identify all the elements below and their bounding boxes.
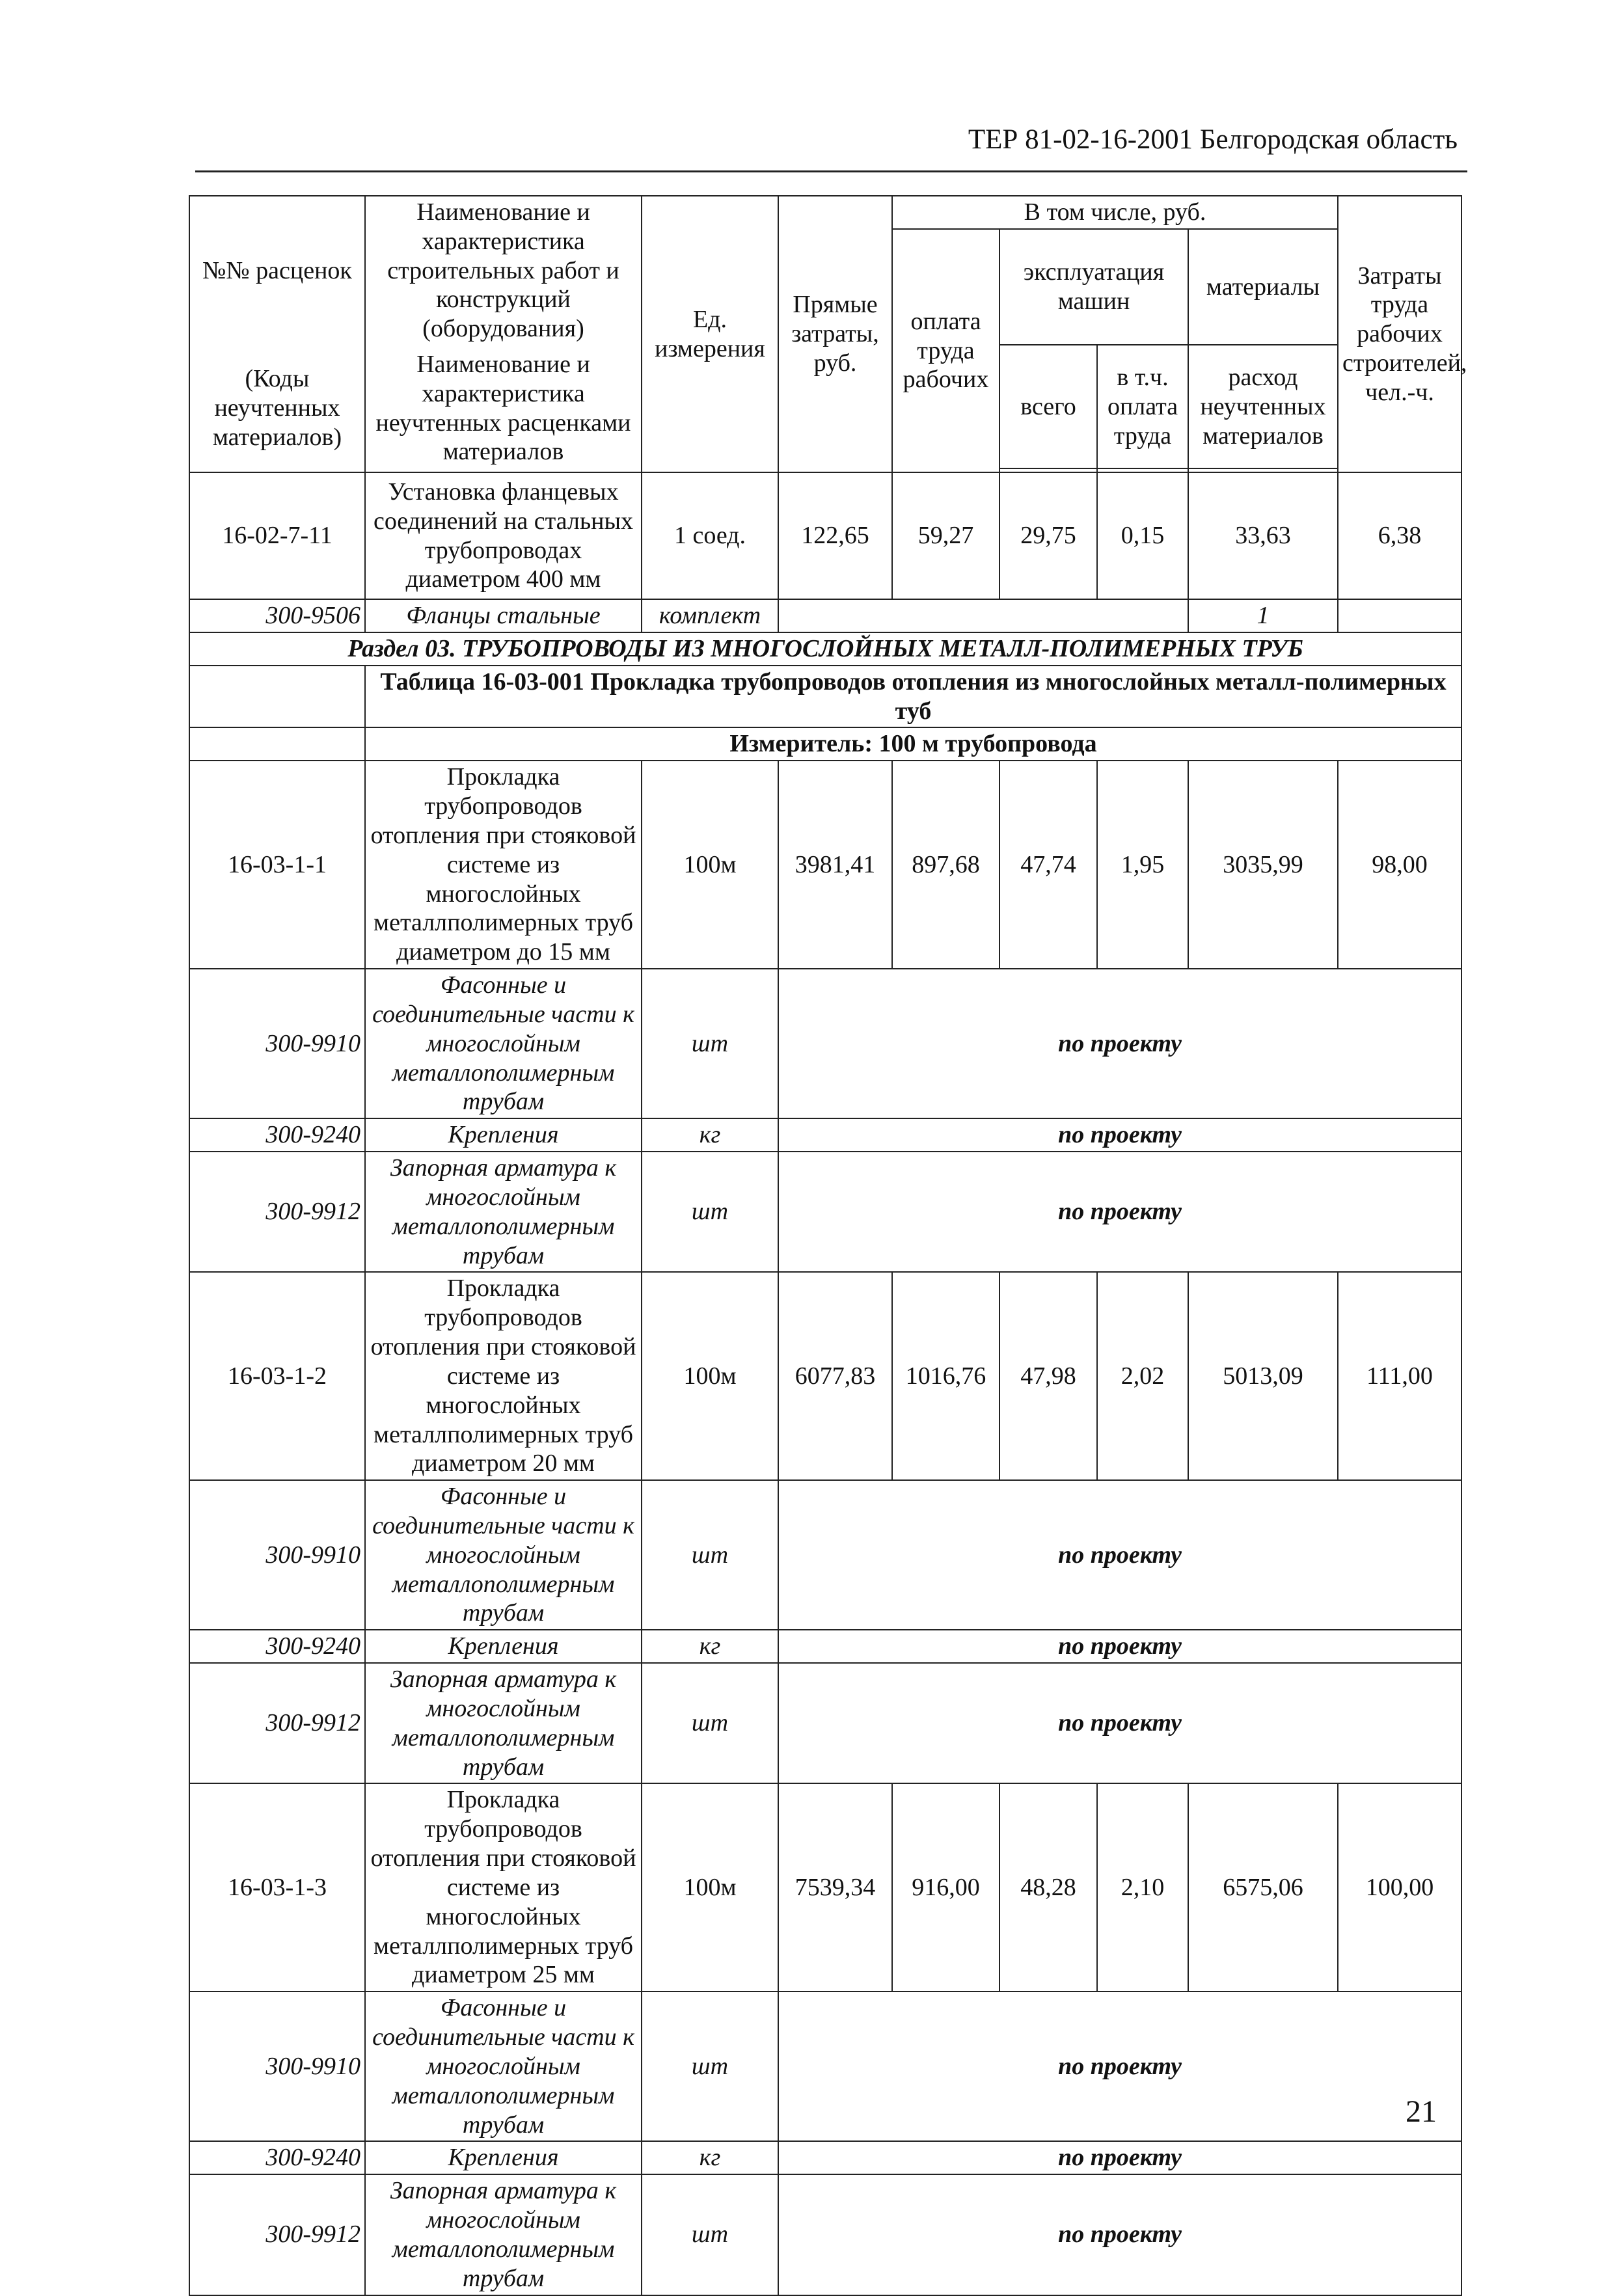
col-code-subheader: (Коды неучтенных материалов) — [189, 345, 365, 472]
table-row — [189, 761, 1461, 969]
section-title: Раздел 03. ТРУБОПРОВОДЫ ИЗ МНОГОСЛОЙНЫХ МЕТАЛЛ-ПОЛИМЕРНЫХ ТРУБ — [189, 632, 1461, 666]
rate-name: Прокладка трубопроводов отопления при стояковой системе из многослойных металлполимерных труб диаметром 25 мм — [365, 1783, 642, 1992]
col-direct-header: Прямые затраты, руб. — [778, 196, 892, 472]
material-row — [189, 969, 1461, 1118]
table-row — [189, 1783, 1461, 1992]
material-blank-2 — [1338, 599, 1461, 632]
col-materials-header: материалы — [1188, 229, 1338, 345]
col-machines-wages-header: в т.ч. оплата труда — [1097, 345, 1188, 468]
rate-name: Прокладка трубопроводов отопления при стояковой системе из многослойных металлполимерных труб диаметром до 15 мм — [365, 761, 642, 969]
col-code-header: №№ расценок — [189, 196, 365, 345]
material-name: Запорная арматура к многослойным металлополимерным трубам — [365, 1663, 642, 1783]
material-value: по проекту — [778, 2141, 1461, 2174]
material-unit: кг — [642, 1118, 778, 1152]
rate-code: 16-03-1-1 — [189, 761, 365, 969]
rate-direct: 7539,34 — [778, 1783, 892, 1992]
col-incl-header: В том числе, руб. — [892, 196, 1338, 229]
material-name: Фасонные и соединительные части к многослойным металлополимерным трубам — [365, 1480, 642, 1630]
col-labor-header: Затраты труда рабочих строителей, чел.-ч. — [1338, 196, 1461, 472]
material-code: 300-9912 — [189, 1663, 365, 1783]
material-code: 300-9506 — [189, 599, 365, 632]
table-row — [189, 1272, 1461, 1480]
material-name: Крепления — [365, 1118, 642, 1152]
rate-wages: 1016,76 — [892, 1272, 999, 1480]
rate-code: 16-02-7-11 — [189, 472, 365, 599]
material-code: 300-9910 — [189, 969, 365, 1118]
material-value: по проекту — [778, 1118, 1461, 1152]
header-divider — [195, 170, 1467, 172]
material-value: по проекту — [778, 1630, 1461, 1663]
rate-unit: 1 соед. — [642, 472, 778, 599]
rate-materials: 3035,99 — [1188, 761, 1338, 969]
material-name: Запорная арматура к многослойным металлополимерным трубам — [365, 2174, 642, 2295]
material-name: Фланцы стальные — [365, 599, 642, 632]
rate-wages: 916,00 — [892, 1783, 999, 1992]
rate-wages: 59,27 — [892, 472, 999, 599]
material-name: Запорная арматура к многослойным металлополимерным трубам — [365, 1152, 642, 1272]
rate-labor: 100,00 — [1338, 1783, 1461, 1992]
rate-machines-wages: 2,10 — [1097, 1783, 1188, 1992]
rate-direct: 3981,41 — [778, 761, 892, 969]
material-row — [189, 2174, 1461, 2295]
header-row-1 — [189, 196, 1461, 229]
material-name: Крепления — [365, 1630, 642, 1663]
material-value: по проекту — [778, 2174, 1461, 2295]
material-code: 300-9910 — [189, 1480, 365, 1630]
material-row — [189, 1663, 1461, 1783]
rate-machines-total: 47,98 — [999, 1272, 1097, 1480]
rate-wages: 897,68 — [892, 761, 999, 969]
col-name-subheader: Наименование и характеристика неучтенных расценками материалов — [365, 345, 642, 472]
section-row — [189, 632, 1461, 666]
table-title-blank — [189, 666, 365, 728]
material-unit: шт — [642, 1663, 778, 1783]
material-unit: комплект — [642, 599, 778, 632]
material-row — [189, 1630, 1461, 1663]
material-code: 300-9912 — [189, 1152, 365, 1272]
rate-direct: 6077,83 — [778, 1272, 892, 1480]
material-value: по проекту — [778, 1992, 1461, 2141]
measure-row — [189, 727, 1461, 761]
rate-labor: 98,00 — [1338, 761, 1461, 969]
col-machines-header: эксплуатация машин — [999, 229, 1188, 345]
material-unit: шт — [642, 1992, 778, 2141]
rate-unit: 100м — [642, 1272, 778, 1480]
material-row — [189, 1992, 1461, 2141]
material-value: по проекту — [778, 1663, 1461, 1783]
col-name-header: Наименование и характеристика строительных работ и конструкций (оборудования) — [365, 196, 642, 345]
table-row — [189, 472, 1461, 599]
rate-name: Установка фланцевых соединений на стальных трубопроводах диаметром 400 мм — [365, 472, 642, 599]
rate-materials: 6575,06 — [1188, 1783, 1338, 1992]
rate-code: 16-03-1-2 — [189, 1272, 365, 1480]
table-title: Таблица 16-03-001 Прокладка трубопроводов отопления из многослойных металл-полимерных туб — [365, 666, 1461, 728]
rate-labor: 111,00 — [1338, 1272, 1461, 1480]
rates-table — [189, 195, 1467, 2296]
measure-label: Измеритель: 100 м трубопровода — [365, 727, 1461, 761]
col-unit-header: Ед. измерения — [642, 196, 778, 472]
material-name: Крепления — [365, 2141, 642, 2174]
table-title-row — [189, 666, 1461, 728]
material-row — [189, 599, 1461, 632]
material-row — [189, 2141, 1461, 2174]
material-unit: шт — [642, 1480, 778, 1630]
material-unit: шт — [642, 969, 778, 1118]
material-unit: шт — [642, 2174, 778, 2295]
material-name: Фасонные и соединительные части к многослойным металлополимерным трубам — [365, 1992, 642, 2141]
rate-direct: 122,65 — [778, 472, 892, 599]
rate-materials: 33,63 — [1188, 472, 1338, 599]
rate-machines-total: 47,74 — [999, 761, 1097, 969]
rate-machines-wages: 1,95 — [1097, 761, 1188, 969]
material-name: Фасонные и соединительные части к многослойным металлополимерным трубам — [365, 969, 642, 1118]
material-code: 300-9240 — [189, 1630, 365, 1663]
rate-machines-wages: 2,02 — [1097, 1272, 1188, 1480]
material-amount: 1 — [1188, 599, 1338, 632]
material-value: по проекту — [778, 1480, 1461, 1630]
material-row — [189, 1118, 1461, 1152]
material-row — [189, 1152, 1461, 1272]
rate-labor: 6,38 — [1338, 472, 1461, 599]
rate-code: 16-03-1-3 — [189, 1783, 365, 1992]
material-value: по проекту — [778, 1152, 1461, 1272]
rate-machines-total: 48,28 — [999, 1783, 1097, 1992]
material-code: 300-9240 — [189, 2141, 365, 2174]
rate-unit: 100м — [642, 1783, 778, 1992]
material-blank — [778, 599, 1188, 632]
material-row — [189, 1480, 1461, 1630]
material-code: 300-9910 — [189, 1992, 365, 2141]
material-code: 300-9240 — [189, 1118, 365, 1152]
page-header: ТЕР 81-02-16-2001 Белгородская область — [968, 124, 1458, 155]
page-number: 21 — [1406, 2094, 1437, 2129]
material-unit: шт — [642, 1152, 778, 1272]
rate-unit: 100м — [642, 761, 778, 969]
rate-machines-total: 29,75 — [999, 472, 1097, 599]
rates-table-body — [189, 196, 1467, 2295]
col-materials-subheader: расход неучтенных материалов — [1188, 345, 1338, 468]
material-code: 300-9912 — [189, 2174, 365, 2295]
rate-name: Прокладка трубопроводов отопления при стояковой системе из многослойных металлполимерных труб диаметром 20 мм — [365, 1272, 642, 1480]
col-machines-total-header: всего — [999, 345, 1097, 468]
col-wages-header: оплата труда рабочих — [892, 229, 999, 472]
material-unit: кг — [642, 1630, 778, 1663]
material-value: по проекту — [778, 969, 1461, 1118]
rate-machines-wages: 0,15 — [1097, 472, 1188, 599]
rate-materials: 5013,09 — [1188, 1272, 1338, 1480]
material-unit: кг — [642, 2141, 778, 2174]
measure-blank — [189, 727, 365, 761]
